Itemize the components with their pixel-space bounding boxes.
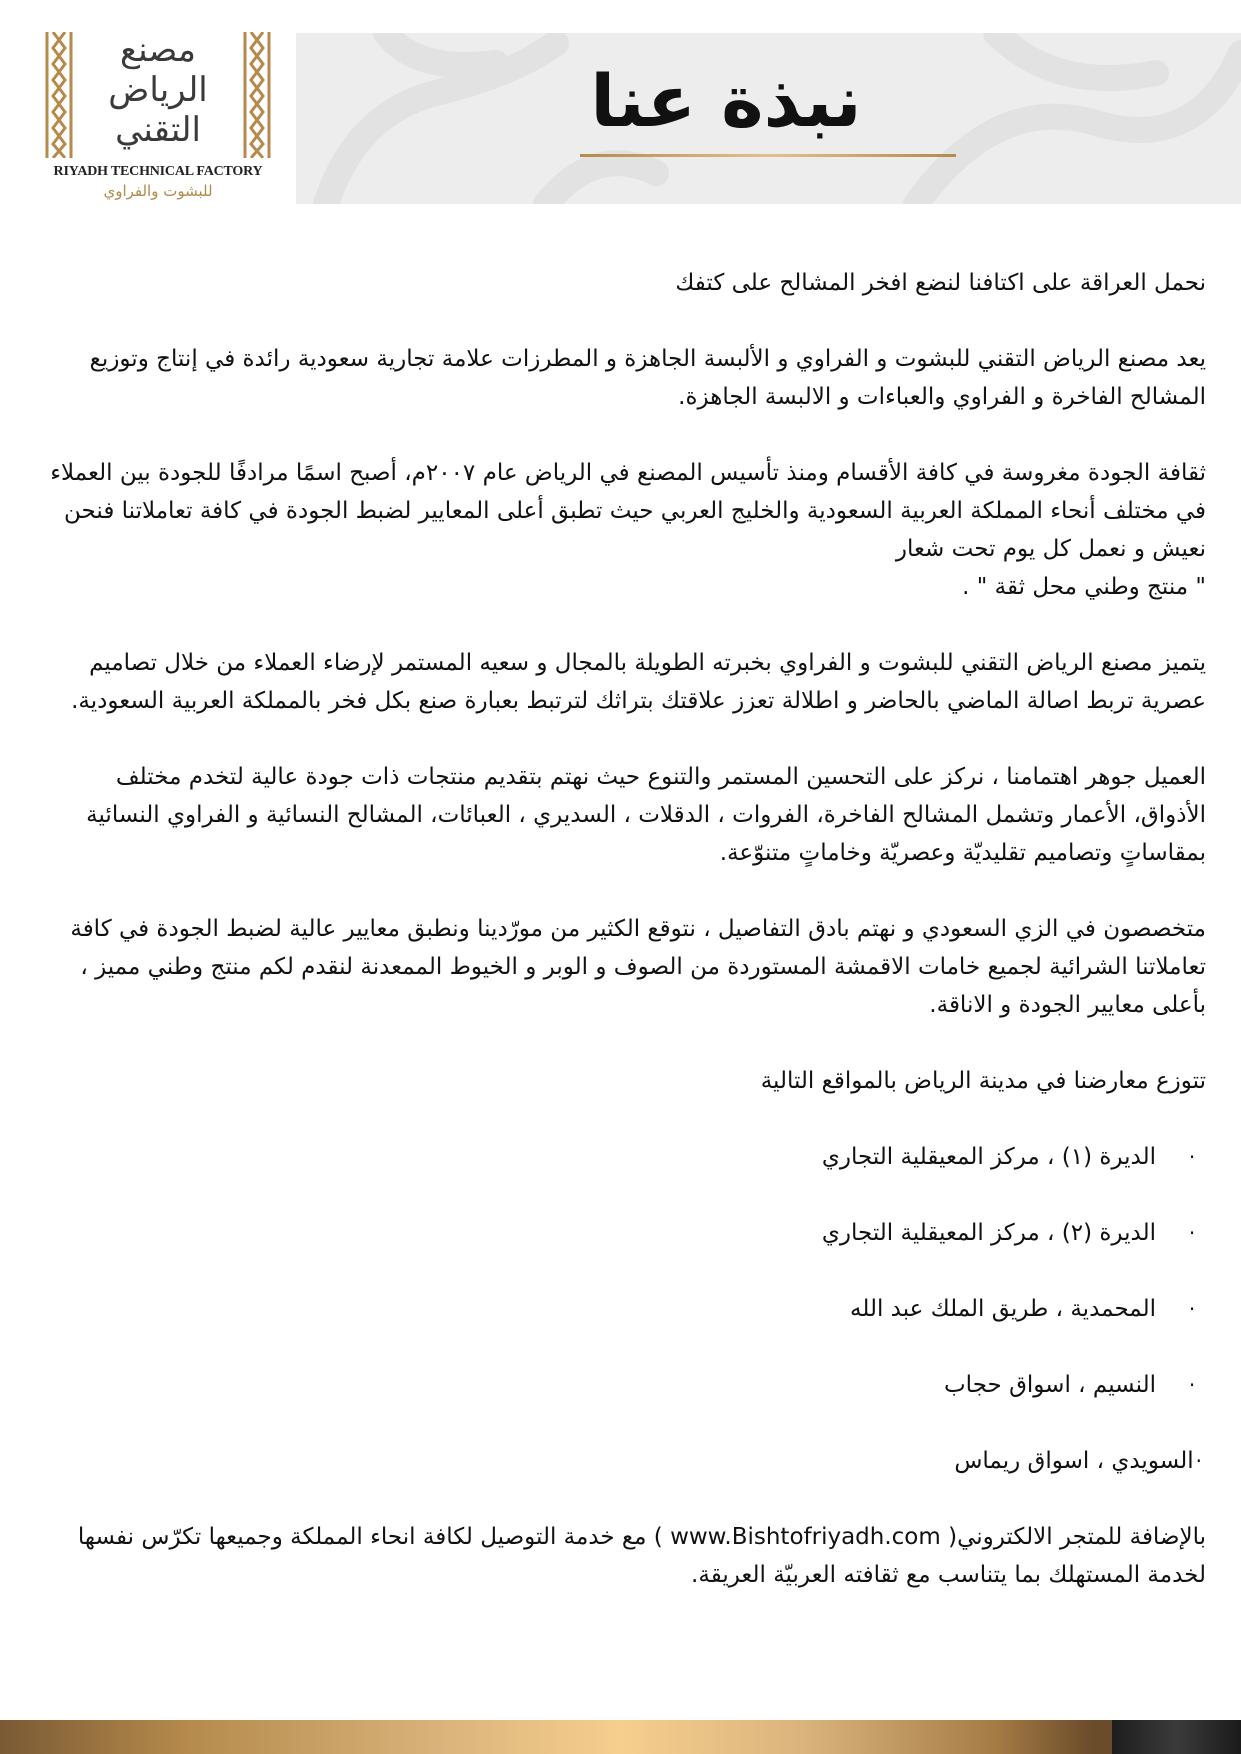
about-content: [44, 264, 1206, 1632]
branch-name: الديرة (٢) ، مركز المعيقلية التجاري: [821, 1220, 1156, 1246]
intro-paragraph: نحمل العراقة على اكتافنا لنضع افخر المشالح على كتفك: [675, 270, 1206, 296]
bullet-icon: ·: [1188, 1221, 1196, 1245]
customer-paragraph: العميل جوهر اهتمامنا ، نركز على التحسين المستمر والتنوع حيث نهتم بتقديم منتجات ذات جودة عالية لتخدم مختلف الأذواق، الأعمار وتشمل المشالح الفاخرة، الفروات ، الدقلات ، السديري ، العبائات، المشالح النسائية و الفراوي النسائية بمقاساتٍ وتصاميم تقليديّة وعصريّة وخاماتٍ متنوّعة.: [86, 764, 1206, 866]
company-logo: [40, 30, 276, 206]
list-item: [44, 1138, 1206, 1176]
slogan-text: " منتج وطني محل ثقة " .: [962, 574, 1206, 600]
list-item: [44, 1290, 1206, 1328]
quality-paragraph: [44, 454, 1206, 606]
branch-name: النسيم ، اسواق حجاب: [944, 1372, 1156, 1398]
specialization-paragraph: متخصصون في الزي السعودي و نهتم بادق التفاصيل ، نتوقع الكثير من مورّدينا ونطبق معايير عالية لضبط الجودة في كافة تعاملاتنا الشرائية لجميع خامات الاقمشة المستوردة من الصوف و الوبر و الخيوط الممعدنة لنقدم لكم منتج وطني مميز ، بأعلى معايير الجودة و الاناقة.: [70, 916, 1206, 1018]
list-item: [44, 1214, 1206, 1252]
footer-dark-block: [1112, 1720, 1241, 1754]
title-underline: [580, 154, 956, 157]
closing-paragraph: بالإضافة للمتجر الالكتروني( www.Bishtofriyadh.com ) مع خدمة التوصيل لكافة انحاء المملكة وجميعها تكرّس نفسها لخدمة المستهلك بما يتناسب مع ثقافته العربيّة العريقة.: [77, 1524, 1206, 1588]
logo-english-name: RIYADH TECHNICAL FACTORY: [53, 164, 263, 179]
logo-ornament-left: [44, 32, 74, 158]
heritage-paragraph: يتميز مصنع الرياض التقني للبشوت و الفراوي بخبرته الطويلة بالمجال و سعيه المستمر لإرضاء العملاء من خلال تصاميم عصرية تربط اصالة الماضي بالحاضر و اطلالة تعزز علاقتك بتراثك لترتبط بعبارة صنع بكل فخر بالمملكة العربية السعودية.: [71, 650, 1206, 714]
logo-ornament-right: [242, 32, 272, 158]
bullet-icon: ·: [1188, 1373, 1196, 1397]
bullet-icon: ·: [1188, 1297, 1196, 1321]
logo-arabic-line: التقني: [115, 110, 201, 150]
footer-gold-bar: [0, 1720, 1241, 1754]
logo-tagline: للبشوت والفراوي: [103, 182, 213, 200]
branches-intro: تتوزع معارضنا في مدينة الرياض بالمواقع التالية: [760, 1068, 1206, 1094]
bullet-icon: ·: [1188, 1145, 1196, 1169]
list-item: [44, 1366, 1206, 1404]
logo-arabic-line: الرياض: [108, 70, 208, 110]
branch-name: المحمدية ، طريق الملك عبد الله: [850, 1296, 1156, 1322]
list-item: [44, 1442, 1206, 1480]
quality-text: ثقافة الجودة مغروسة في كافة الأقسام ومنذ تأسيس المصنع في الرياض عام ٢٠٠٧م، أصبح اسمًا مرادفًا للجودة بين العملاء في مختلف أنحاء المملكة العربية السعودية والخليج العربي حيث تطبق أعلى المعايير لضبط الجودة في كافة تعاملاتنا فنحن نعيش و نعمل كل يوم تحت شعار: [50, 460, 1206, 562]
brand-paragraph: يعد مصنع الرياض التقني للبشوت و الفراوي و الألبسة الجاهزة و المطرزات علامة تجارية سعودية رائدة في إنتاج وتوزيع المشالح الفاخرة و الفراوي والعباءات و الالبسة الجاهزة.: [89, 346, 1206, 410]
branches-list: [44, 1138, 1206, 1480]
branch-name: السويدي ، اسواق ريماس: [954, 1448, 1194, 1474]
page-title: نبذة عنا: [590, 59, 862, 143]
bullet-icon: ·: [1195, 1449, 1202, 1473]
logo-arabic-name: [76, 30, 240, 150]
logo-arabic-line: مصنع: [119, 30, 197, 70]
branch-name: الديرة (١) ، مركز المعيقلية التجاري: [821, 1144, 1156, 1170]
